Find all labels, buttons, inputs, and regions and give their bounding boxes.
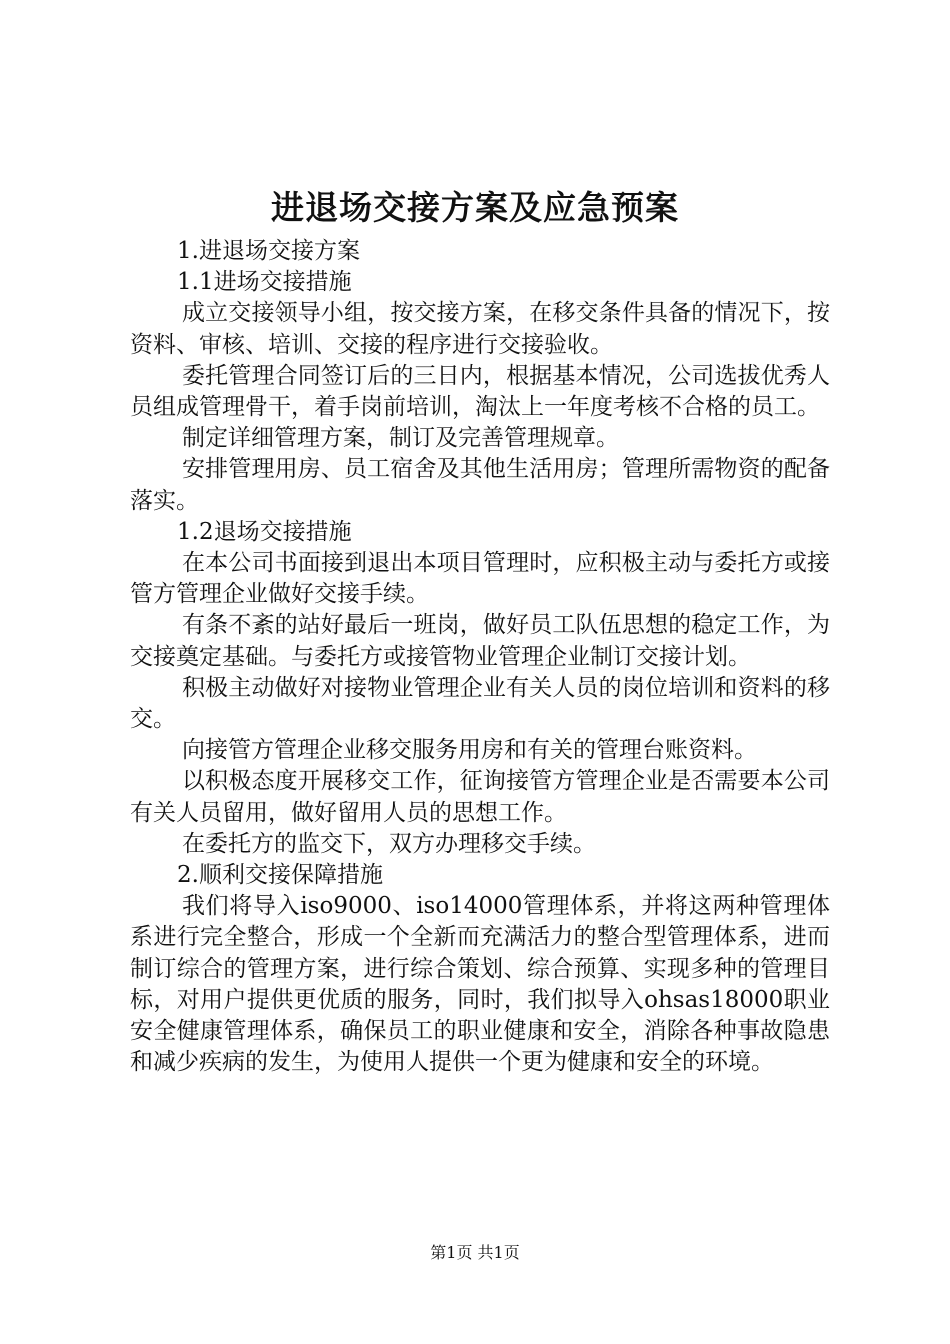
paragraph: 成立交接领导小组，按交接方案，在移交条件具备的情况下，按资料、审核、培训、交接的程序进行交接验收。 [130,300,830,358]
paragraph: 在本公司书面接到退出本项目管理时，应积极主动与委托方或接管方管理企业做好交接手续。 [130,550,830,608]
paragraph: 向接管方管理企业移交服务用房和有关的管理台账资料。 [182,737,757,764]
subsection-heading: 1.1进场交接措施 [177,269,352,296]
paragraph: 委托管理合同签订后的三日内，根据基本情况，公司选拔优秀人员组成管理骨干，着手岗前培训，淘汰上一年度考核不合格的员工。 [130,362,830,421]
document-title: 进退场交接方案及应急预案 [271,188,679,227]
section-heading: 1.进退场交接方案 [177,238,360,264]
paragraph: 以积极态度开展移交工作，征询接管方管理企业是否需要本公司有关人员留用，做好留用人员的思想工作。 [130,768,830,826]
paragraph: 有条不紊的站好最后一班岗，做好员工队伍思想的稳定工作，为交接奠定基础。与委托方或接管物业管理企业制订交接计划。 [130,612,830,670]
subsection-heading: 1.2退场交接措施 [177,518,352,545]
paragraph: 安排管理用房、员工宿舍及其他生活用房；管理所需物资的配备落实。 [130,456,830,514]
page-footer: 第1页 共1页 [430,1243,520,1262]
paragraph: 积极主动做好对接物业管理企业有关人员的岗位培训和资料的移交。 [130,674,830,733]
paragraph: 在委托方的监交下，双方办理移交手续。 [182,830,596,857]
paragraph: 我们将导入iso9000、iso14000管理体系，并将这两种管理体系进行完全整合，形成一个全新而充满活力的整合型管理体系，进而制订综合的管理方案，进行综合策划、综合预算、实现多种的管理目标，对用户提供更优质的服务，同时，我们拟导入ohsas18000职业安全健康管理体系，确保员工的职业健康和安全，消除各种事故隐患和减少疾病的发生，为使用人提供一个更为健康和安全的环境。 [130,893,830,1076]
paragraph: 制定详细管理方案，制订及完善管理规章。 [182,425,619,452]
document-body [130,236,830,1078]
section-heading: 2.顺利交接保障措施 [177,862,383,889]
